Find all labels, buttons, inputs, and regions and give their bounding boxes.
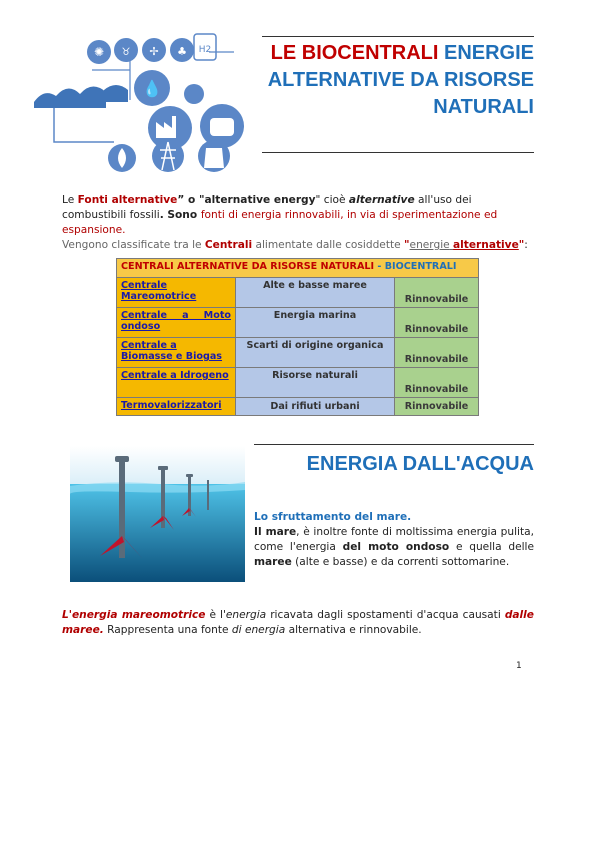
table-link[interactable]: Centrale a Biomasse e Biogas: [121, 340, 223, 362]
table-cell: Energia marina: [236, 308, 395, 338]
tidal-turbines-image: [70, 446, 245, 582]
svg-text:♣: ♣: [177, 45, 187, 58]
water-title-rule: [254, 444, 534, 445]
table-link[interactable]: Centrale a Moto ondoso: [121, 310, 231, 332]
title-top-rule: [262, 36, 534, 37]
table-header-row: [117, 259, 479, 278]
title-blue: ENERGIE ALTERNATIVE DA RISORSE NATURALI: [267, 42, 534, 118]
table-cell: Rinnovabile: [395, 308, 479, 338]
table-header: CENTRALI ALTERNATIVE DA RISORSE NATURALI - BIOCENTRALI: [117, 259, 479, 278]
section-title: ENERGIA DALL'ACQUA: [306, 453, 534, 475]
table-cell: Risorse naturali: [236, 368, 395, 398]
svg-text:♉: ♉: [121, 47, 131, 58]
table-link[interactable]: Centrale a Idrogeno: [121, 370, 229, 381]
intro-paragraph: Le Fonti alternative” o "alternative energy" cioè alternative all'uso dei combustibili fossili. Sono fonti di energia rinnovabili, in via di sperimentazione ed espansione. Vengono classificate tra le Centrali alimentate dalle cosiddette "energie alternative":: [62, 194, 528, 251]
mareomotrice-paragraph: L'energia mareomotrice è l'energia ricavata dagli spostamenti d'acqua causati dalle maree. Rappresenta una fonte di energia alternativa e rinnovabile.: [62, 609, 534, 636]
svg-text:💧: 💧: [142, 79, 162, 98]
table-cell: Rinnovabile: [395, 368, 479, 398]
table-row: [117, 338, 479, 368]
table-cell: Dai rifiuti urbani: [236, 398, 395, 416]
table-cell: Alte e basse maree: [236, 278, 395, 308]
table-row: [117, 278, 479, 308]
svg-text:✺: ✺: [93, 45, 105, 59]
energy-icons-illustration: [34, 30, 260, 175]
section-subtitle: Lo sfruttamento del mare.: [254, 511, 412, 523]
factory-small-icon: [184, 84, 204, 104]
table-link[interactable]: Centrale Mareomotrice: [121, 280, 197, 302]
table-cell: Scarti di origine organica: [236, 338, 395, 368]
page-number: 1: [516, 661, 522, 671]
hydrogen-label: H2: [198, 45, 212, 55]
table-row: [117, 398, 479, 416]
title-red: LE BIOCENTRALI: [270, 42, 439, 64]
page-title: [262, 40, 534, 121]
table-link[interactable]: Termovalorizzatori: [121, 400, 222, 411]
water-paragraph: Lo sfruttamento del mare. Il mare, è inoltre fonte di moltissima energia pulita, come l'energia del moto ondoso e quella delle maree (alte e basse) e da correnti sottomarine.: [254, 511, 535, 568]
table-cell: Rinnovabile: [395, 338, 479, 368]
biocentrali-table: [116, 258, 479, 416]
table-row: [117, 368, 479, 398]
table-cell: Rinnovabile: [395, 398, 479, 416]
table-row: [117, 308, 479, 338]
title-bottom-rule: [262, 152, 534, 153]
table-cell: Rinnovabile: [395, 278, 479, 308]
svg-text:✢: ✢: [149, 45, 159, 58]
